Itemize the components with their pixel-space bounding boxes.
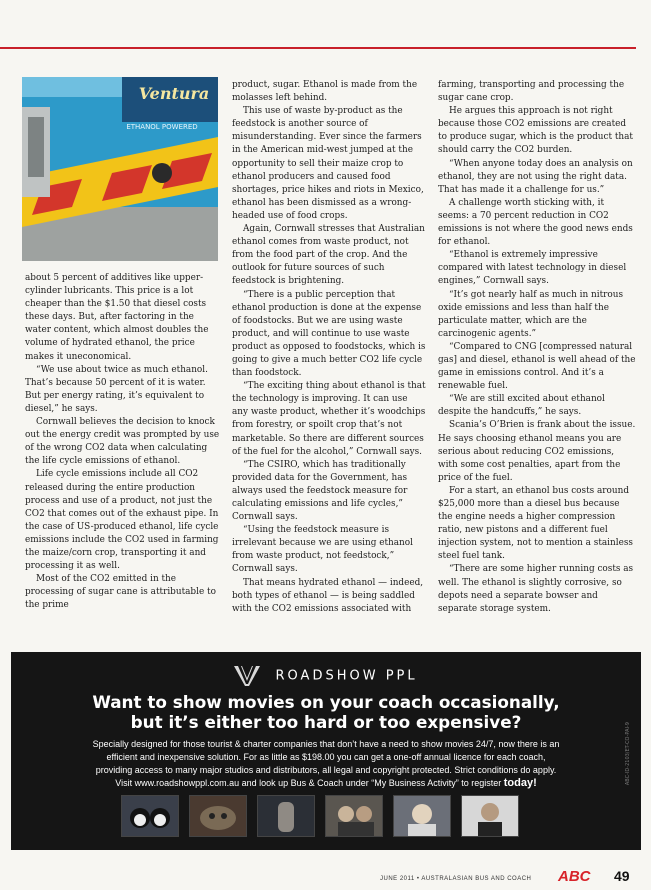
article-column-2 [232,79,426,616]
paragraph: “The CSIRO, which has traditionally provided data for the Government, has always used the feedstock measure for calculating emissions and life cycles,” Cornwall says. [232,459,408,523]
roadshow-brand: ROADSHOW PPL [275,668,418,684]
ad-body-line: Visit www.roadshowppl.com.au and look up Bus & Coach under “My Business Activity” to register [115,778,502,788]
ad-body-line: providing access to many major studios and distributors, all legal and copyright protected. Strict conditions do apply. [95,765,557,775]
bus-side-text: ETHANOL POWERED [126,123,198,131]
roadshow-v-icon [234,666,260,686]
ad-side-code: ABC-ID-2103/ET-CO-PAI-9 [625,722,631,786]
ad-headline-line-1: Want to show movies on your coach occasionally, [92,692,560,712]
paragraph: “Compared to CNG [compressed natural gas] and diesel, ethanol is well ahead of the game in emissions control. And it’s a renewable fuel. [438,341,636,392]
paragraph: “Using the feedstock measure is irrelevant because we are using ethanol from waste product, not feedstock,” Cornwall says. [232,525,413,575]
paragraph: Scania’s O’Brien is frank about the issue. He says choosing ethanol means you are serious about reducing CO2 emissions, with some cost penalties, apart from the price of the fuel. [438,420,636,483]
article-column-1 [25,272,221,612]
ad-body-line: Specially designed for those tourist & charter companies that don’t have a need to show movies 24/7, now there is an [92,739,560,749]
movie-thumbnail [121,795,179,837]
paragraph: Most of the CO2 emitted in the processing of sugar cane is attributable to the prime [25,574,216,611]
page-number: 49 [614,868,630,884]
paragraph: “There are some higher running costs as well. The ethanol is slightly corrosive, so depots need a separate bowser and separate storage system. [438,564,634,614]
paragraph: “We use about twice as much ethanol. That’s because 50 percent of it is water. But per energy rating, it’s equivalent to diesel,” he says. [25,364,208,414]
paragraph: “There is a public perception that ethanol production is done at the expense of foodstocks. But we are using waste product, and will continue to use waste product as opposed to foodstocks, which is going to give a much better CO2 life cycle than foodstock. [232,289,426,379]
paragraph: That means hydrated ethanol — indeed, both types of ethanol — is being saddled with the CO2 emissions associated with [232,577,424,614]
paragraph: He argues this approach is not right because those CO2 emissions are created to produce sugar, which is the product that should carry the CO2 burden. [438,106,633,156]
movie-thumbnail [461,795,519,837]
movie-thumbnail [257,795,315,837]
ad-headline-line-2: but it’s either too hard or too expensive? [130,712,522,732]
paragraph: “The exciting thing about ethanol is that the technology is improving. It can use any waste product, whether it’s woodchips from forestry, or spoilt crop that’s not marketable. So there are different sources of the fuel for the alcohol,” Cornwall says. [232,381,426,457]
roadshow-advertisement[interactable] [11,652,641,850]
bus-sign-text: Ventura [138,84,210,103]
paragraph: This use of waste by-product as the feedstock is another source of misunderstanding. Ever since the farmers in the American mid-west jumped at the opportunity to sell their maize crop to ethanol producers and caused food shortages, price hikes and riots in Mexico, ethanol has been dismissed as a wrong-headed use of food crops. [232,106,424,221]
paragraph: Again, Cornwall stresses that Australian ethanol comes from waste product, not from the food part of the crop. And the outlook for future sources of such feedstock is brightening. [232,224,425,287]
footer-issue: JUNE 2011 • AUSTRALASIAN BUS AND COACH [380,876,532,882]
paragraph: “It’s got nearly half as much in nitrous oxide emissions and less than half the particulate matter, which are the carcinogenic agents.” [438,289,624,339]
paragraph: For a start, an ethanol bus costs around $25,000 more than a diesel bus because the engine needs a higher compression ratio, new pistons and a different fuel injection system, not to mention a stainless steel fuel tank. [438,485,633,562]
paragraph: A challenge worth sticking with, it seems: a 70 percent reduction in CO2 emissions is not where the good news ends for ethanol. [438,197,633,248]
paragraph: “We are still excited about ethanol despite the handcuffs,” he says. [438,394,605,418]
paragraph: about 5 percent of additives like upper-cylinder lubricants. This price is a lot cheaper than the $1.50 that diesel costs these days. But, after factoring in the water content, which almost doubles the volume of hydrated ethanol, the price makes it uneconomical. [25,273,209,362]
top-rule [0,47,636,49]
movie-thumbnail [325,795,383,837]
paragraph: Cornwall believes the decision to knock out the energy credit was prompted by use of the wrong CO2 data when calculating the life cycle emissions of ethanol. [25,417,220,467]
movie-thumbnail [189,795,247,837]
footer-abc-logo: ABC [558,868,591,885]
bus-photo [22,77,218,261]
paragraph: “Ethanol is extremely impressive compared with latest technology in diesel engines,” Cornwall says. [438,250,627,287]
paragraph: farming, transporting and processing the sugar cane crop. [438,80,625,104]
paragraph: Life cycle emissions include all CO2 released during the entire production process and use of a product, not just the CO2 that comes out of the exhaust pipe. In the case of US-produced ethanol, life cycle emissions include the CO2 used in farming the maize/corn crop, transporting it and processing it as well. [25,469,219,572]
ad-body [51,738,601,790]
movie-thumbnail [393,795,451,837]
paragraph: product, sugar. Ethanol is made from the molasses left behind. [232,80,418,104]
paragraph: “When anyone today does an analysis on ethanol, they are not using the right data. That has made it a challenge for us.” [438,158,633,195]
roadshow-logo [11,666,641,686]
ad-cta[interactable]: today! [503,777,537,789]
ad-body-line: efficient and inexpensive solution. For as little as $198.00 you can get a one-off annual licence for each coach, [106,752,546,762]
article-column-3 [438,79,636,616]
